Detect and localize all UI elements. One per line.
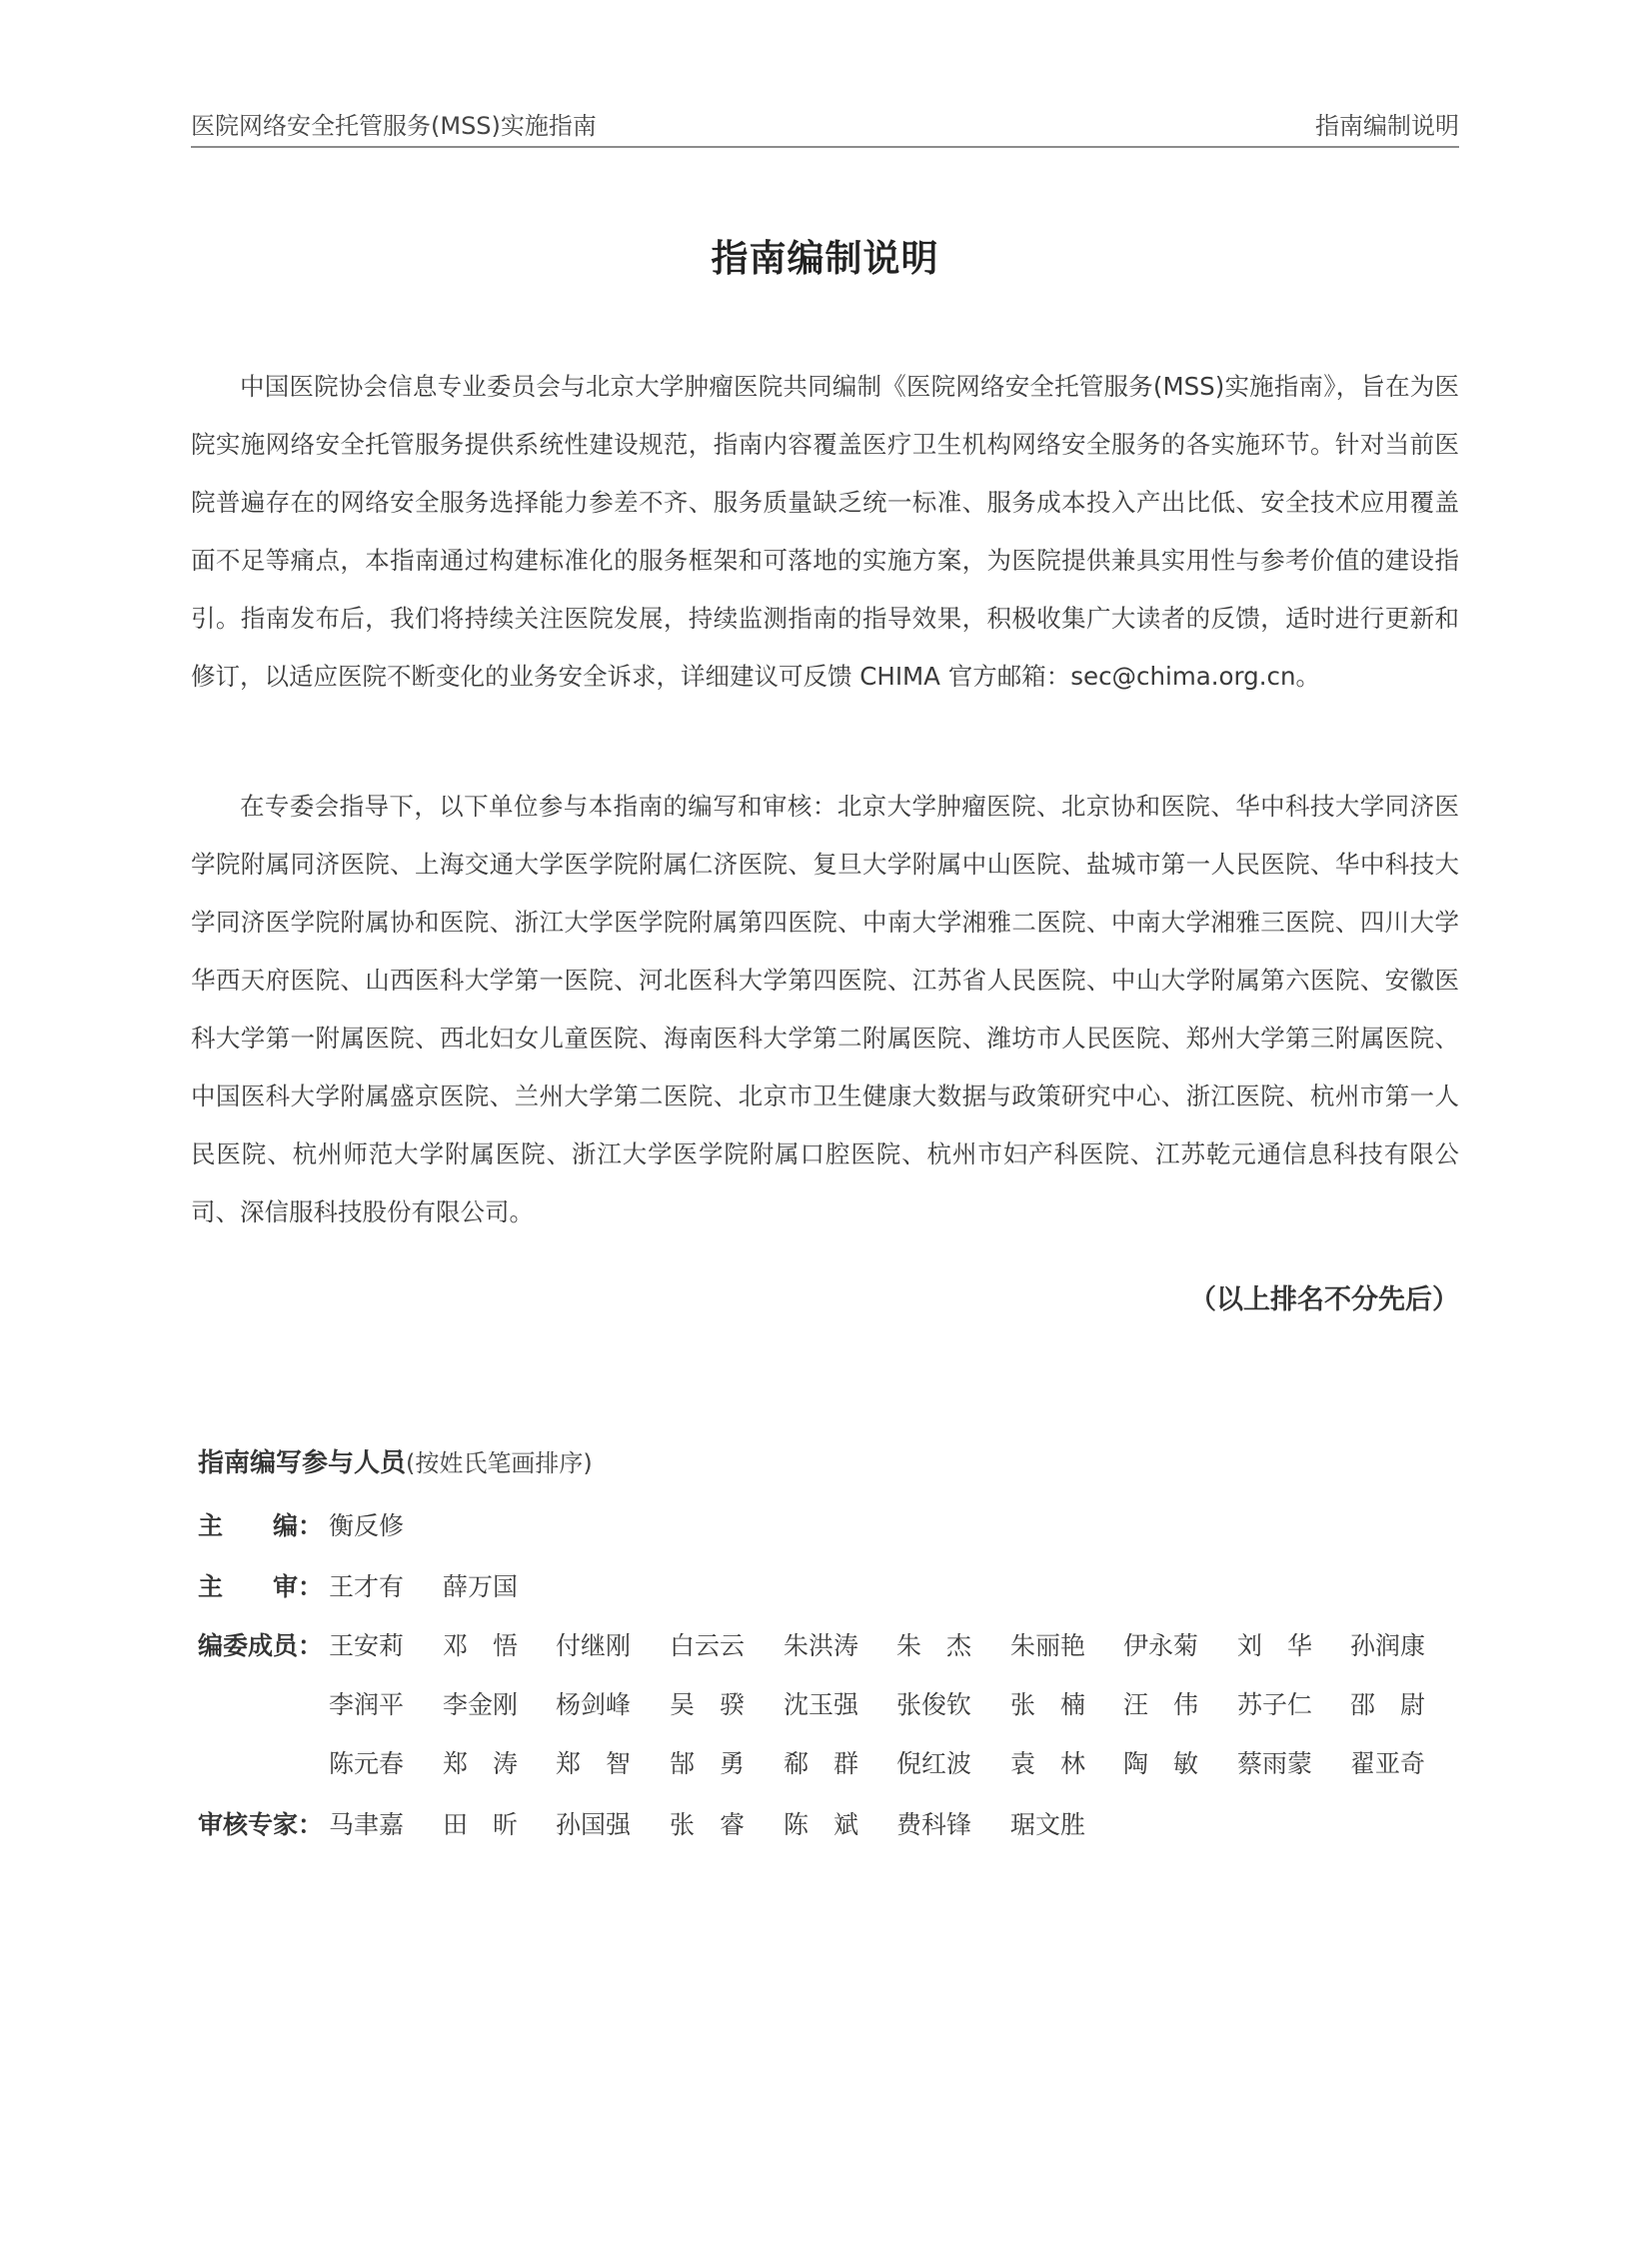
staff-heading-title: 指南编写参与人员 bbox=[198, 1448, 407, 1478]
staff-name: 陈 斌 bbox=[784, 1810, 859, 1839]
staff-name: 郗 群 bbox=[784, 1749, 859, 1778]
staff-name: 蔡雨蒙 bbox=[1237, 1749, 1313, 1778]
staff-name: 苏子仁 bbox=[1237, 1690, 1313, 1719]
staff-name: 薛万国 bbox=[443, 1572, 519, 1601]
staff-name: 袁 林 bbox=[1010, 1749, 1086, 1778]
staff-name: 马聿嘉 bbox=[329, 1810, 405, 1839]
staff-name: 倪红波 bbox=[896, 1749, 972, 1778]
staff-name: 王才有 bbox=[329, 1572, 405, 1601]
header-document-title: 医院网络安全托管服务(MSS)实施指南 bbox=[191, 112, 597, 140]
staff-name: 邵 尉 bbox=[1350, 1690, 1426, 1719]
staff-name: 吴 骙 bbox=[670, 1690, 746, 1719]
staff-name: 付继刚 bbox=[556, 1631, 632, 1660]
staff-name: 陶 敏 bbox=[1123, 1749, 1199, 1778]
committee-label: 编委成员： bbox=[198, 1631, 324, 1660]
participants-paragraph: 在专委会指导下，以下单位参与本指南的编写和审核：北京大学肿瘤医院、北京协和医院、华中科技大学同济医学院附属同济医院、上海交通大学医学院附属仁济医院、复旦大学附属中山医院、盐城市第一人民医院、华中科技大学同济医学院附属协和医院、浙江大学医学院附属第四医院、中南大学湘雅二医院、中南大学湘雅三医院、四川大学华西天府医院、山西医科大学第一医院、河北医科大学第四医院、江苏省人民医院、中山大学附属第六医院、安徽医科大学第一附属医院、西北妇女儿童医院、海南医科大学第二附属医院、潍坊市人民医院、郑州大学第三附属医院、中国医科大学附属盛京医院、兰州大学第二医院、北京市卫生健康大数据与政策研究中心、浙江医院、杭州市第一人民医院、杭州师范大学附属医院、浙江大学医学院附属口腔医院、杭州市妇产科医院、江苏乾元通信息科技有限公司、深信服科技股份有限公司。 bbox=[191, 792, 1459, 1226]
staff-name: 朱丽艳 bbox=[1010, 1631, 1086, 1660]
chief-editor-label-b: 编： bbox=[273, 1511, 324, 1540]
staff-name: 翟亚奇 bbox=[1350, 1749, 1426, 1778]
staff-name: 郑 涛 bbox=[443, 1749, 519, 1778]
staff-name: 王安莉 bbox=[329, 1631, 405, 1660]
staff-name: 孙国强 bbox=[556, 1810, 632, 1839]
staff-name: 杨剑峰 bbox=[556, 1690, 632, 1719]
staff-name: 朱 杰 bbox=[896, 1631, 972, 1660]
header-section-title: 指南编制说明 bbox=[1315, 112, 1459, 140]
staff-name: 刘 华 bbox=[1237, 1631, 1313, 1660]
staff-name: 郑 智 bbox=[556, 1749, 632, 1778]
expert-label: 审核专家： bbox=[198, 1810, 324, 1839]
staff-heading bbox=[198, 1442, 593, 1479]
staff-name: 琚文胜 bbox=[1010, 1810, 1086, 1839]
staff-name: 孙润康 bbox=[1350, 1631, 1426, 1660]
staff-name: 张俊钦 bbox=[896, 1690, 972, 1719]
chief-editor-label-a: 主 bbox=[198, 1511, 224, 1540]
staff-name: 伊永菊 bbox=[1123, 1631, 1199, 1660]
document-page bbox=[191, 0, 1459, 2243]
staff-name: 李金刚 bbox=[443, 1690, 519, 1719]
chief-reviewer-label-b: 审： bbox=[273, 1572, 324, 1601]
staff-name: 陈元春 bbox=[329, 1749, 405, 1778]
staff-name: 白云云 bbox=[670, 1631, 746, 1660]
ranking-note: （以上排名不分先后） bbox=[1189, 1284, 1459, 1315]
intro-paragraph: 中国医院协会信息专业委员会与北京大学肿瘤医院共同编制《医院网络安全托管服务(MSS)实施指南》，旨在为医院实施网络安全托管服务提供系统性建设规范，指南内容覆盖医疗卫生机构网络安全服务的各实施环节。针对当前医院普遍存在的网络安全服务选择能力参差不齐、服务质量缺乏统一标准、服务成本投入产出比低、安全技术应用覆盖面不足等痛点，本指南通过构建标准化的服务框架和可落地的实施方案，为医院提供兼具实用性与参考价值的建设指引。指南发布后，我们将持续关注医院发展，持续监测指南的指导效果，积极收集广大读者的反馈，适时进行更新和修订，以适应医院不断变化的业务安全诉求，详细建议可反馈 CHIMA 官方邮箱：sec@chima.org.cn。 bbox=[191, 372, 1459, 691]
staff-heading-subtitle: (按姓氏笔画排序) bbox=[406, 1449, 593, 1477]
staff-name: 田 昕 bbox=[443, 1810, 519, 1839]
chief-editor-label bbox=[198, 1506, 324, 1542]
staff-name: 邓 悟 bbox=[443, 1631, 519, 1660]
chief-reviewer-label-a: 主 bbox=[198, 1572, 224, 1601]
staff-name: 李润平 bbox=[329, 1690, 405, 1719]
staff-name: 朱洪涛 bbox=[784, 1631, 859, 1660]
staff-name: 张 楠 bbox=[1010, 1690, 1086, 1719]
staff-name: 沈玉强 bbox=[784, 1690, 859, 1719]
staff-name: 郜 勇 bbox=[670, 1749, 746, 1778]
page-title: 指南编制说明 bbox=[711, 237, 939, 280]
staff-name: 衡反修 bbox=[329, 1511, 405, 1540]
staff-name: 费科锋 bbox=[896, 1810, 972, 1839]
page-header bbox=[191, 104, 1459, 148]
staff-name: 汪 伟 bbox=[1123, 1690, 1199, 1719]
chief-reviewer-label bbox=[198, 1567, 324, 1603]
staff-name: 张 睿 bbox=[670, 1810, 746, 1839]
